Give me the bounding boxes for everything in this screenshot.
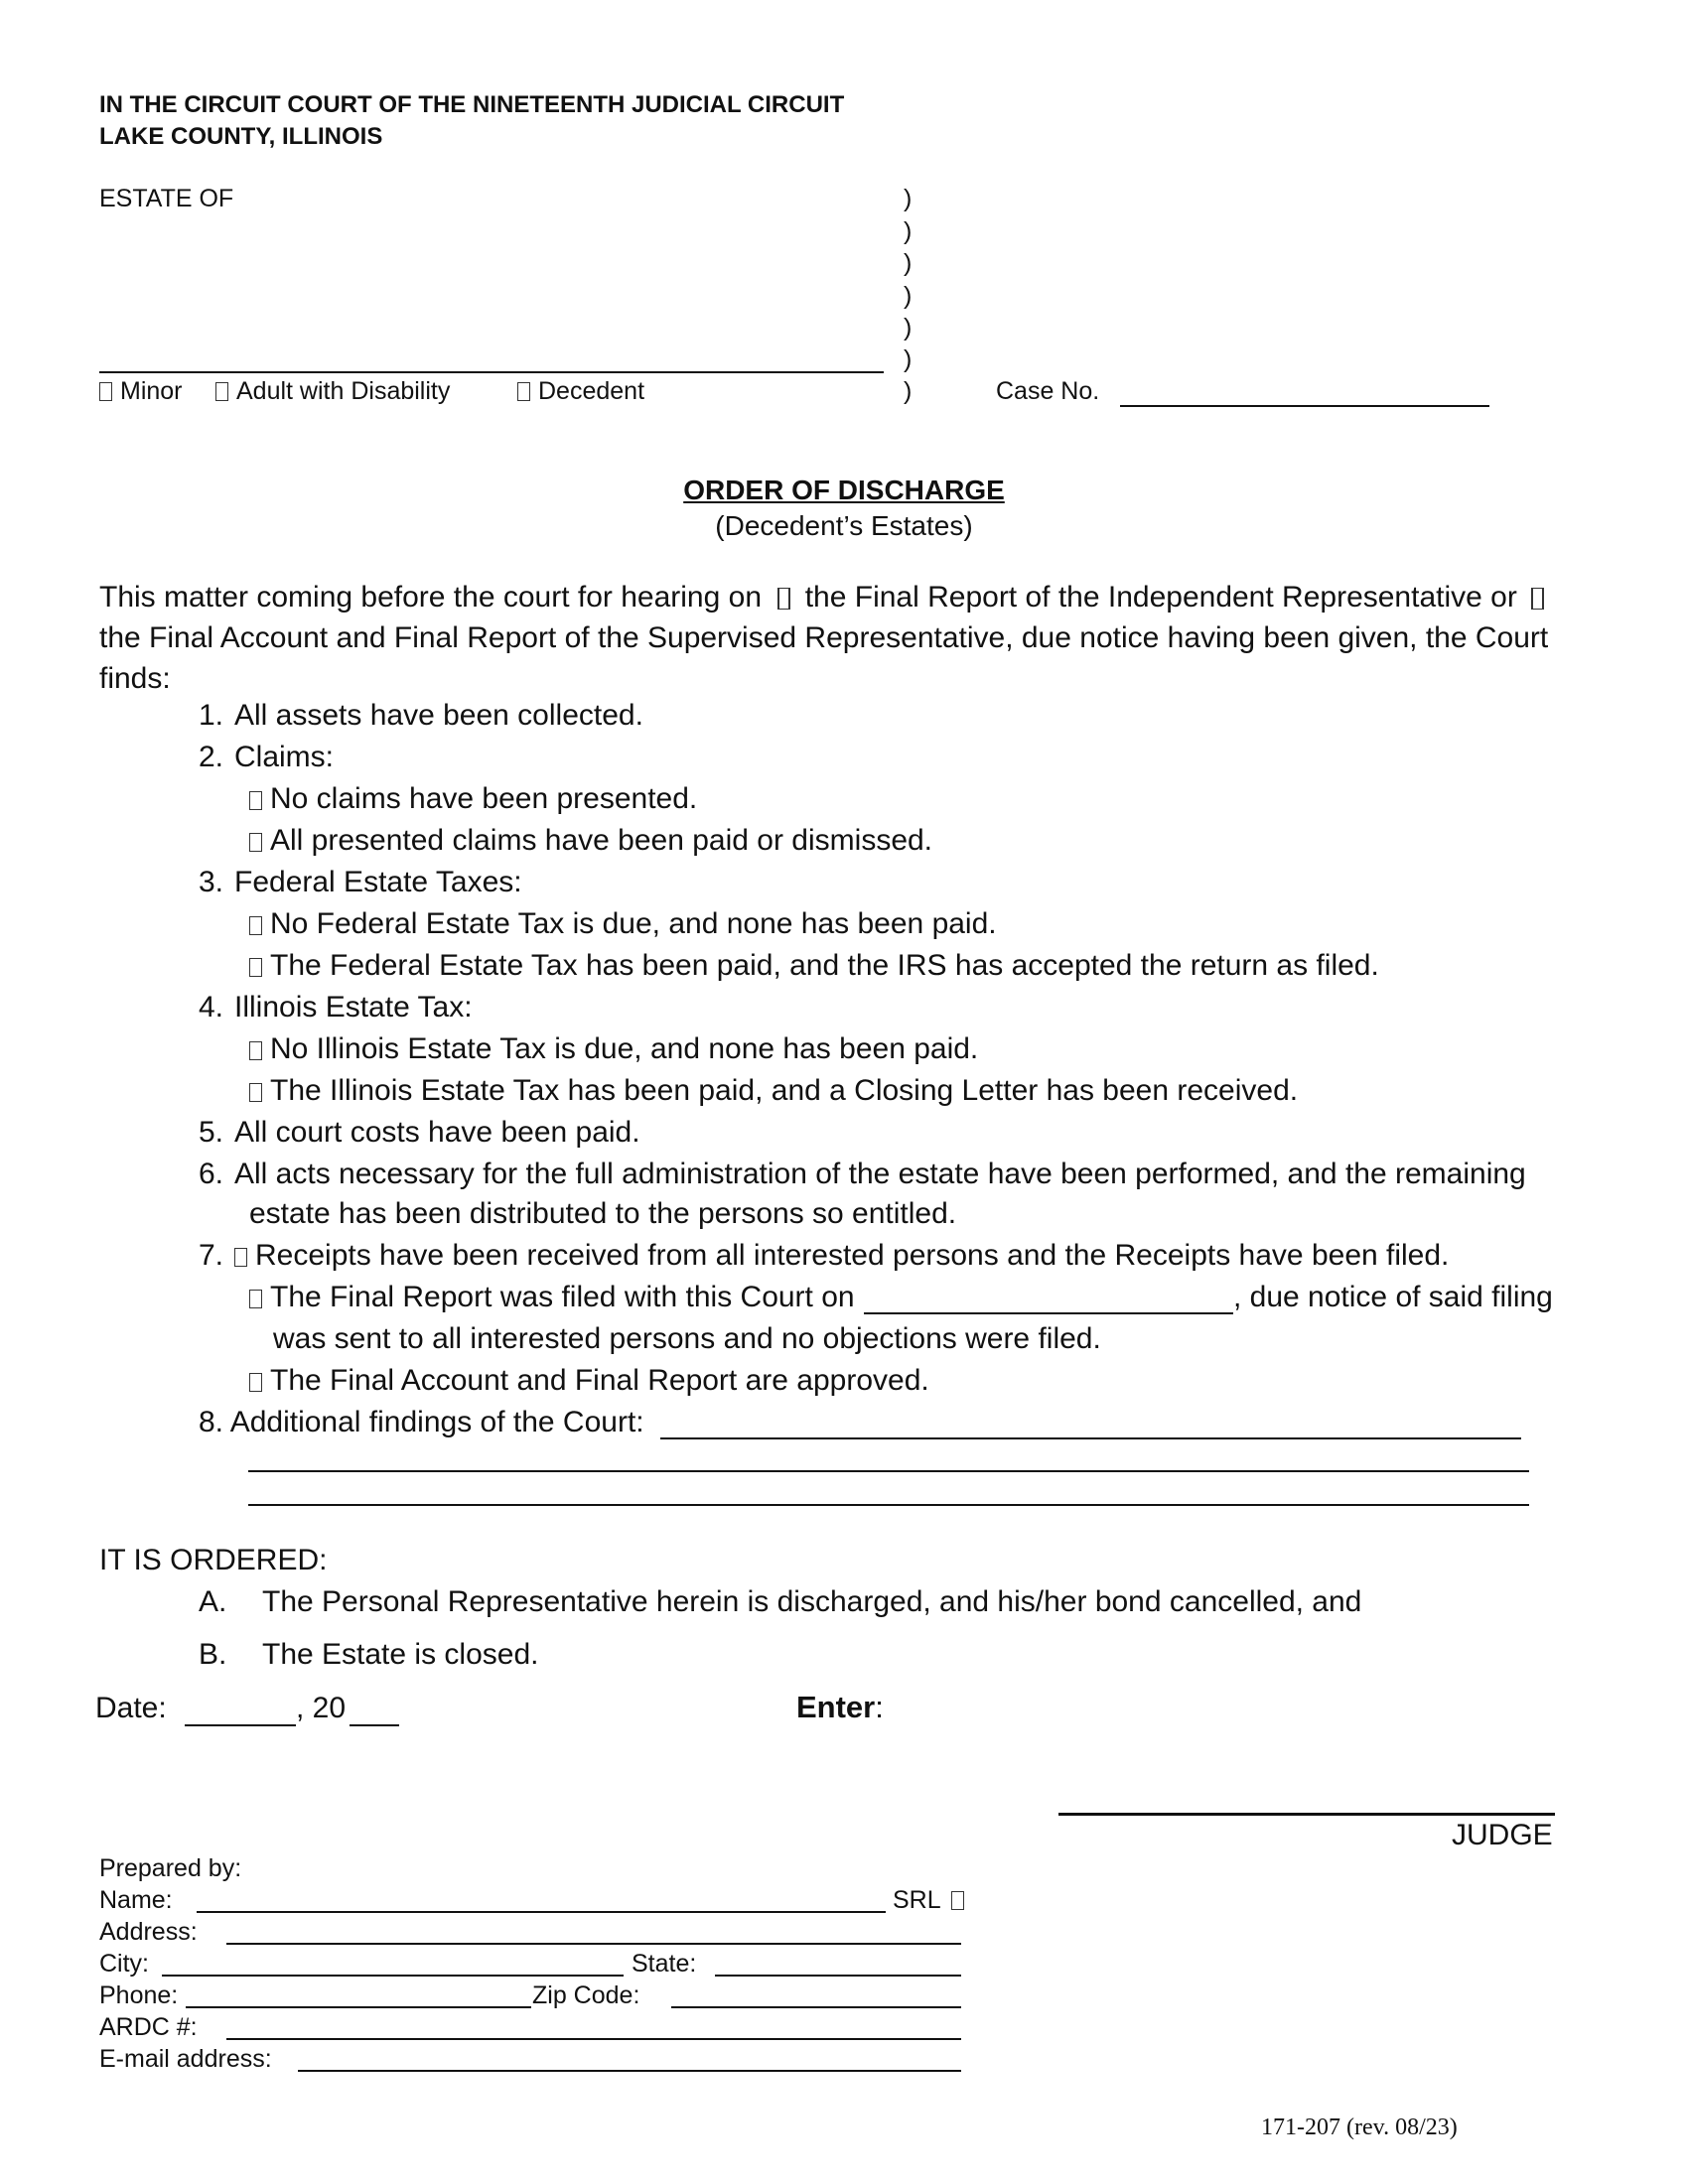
phone-label: Phone: bbox=[99, 1981, 179, 2009]
checkbox-icon[interactable] bbox=[99, 382, 112, 401]
order-b-letter: B. bbox=[199, 1638, 227, 1671]
checkbox-icon[interactable] bbox=[517, 382, 530, 401]
checkbox-icon[interactable] bbox=[249, 833, 262, 852]
order-b-text: The Estate is closed. bbox=[262, 1638, 539, 1671]
caption-paren: ) bbox=[904, 282, 913, 310]
enter-label: Enter: bbox=[796, 1690, 884, 1724]
checkbox-icon[interactable] bbox=[215, 382, 228, 401]
srl-label[interactable]: SRL bbox=[893, 1886, 964, 1915]
document-title: ORDER OF DISCHARGE bbox=[683, 475, 1005, 505]
state-field[interactable] bbox=[715, 1975, 961, 1977]
estate-name-line[interactable] bbox=[99, 371, 884, 373]
caption-paren: ) bbox=[904, 377, 913, 405]
additional-findings-line[interactable] bbox=[660, 1437, 1521, 1439]
city-label: City: bbox=[99, 1950, 149, 1978]
zip-label: Zip Code: bbox=[532, 1981, 640, 2009]
intro-paragraph: This matter coming before the court for hearing on the Final Report of the Independent Representative or the Final Account and Final Report of the Supervised Representative, due notice having been given, the Court finds: bbox=[99, 581, 1549, 695]
supervised-report-checkbox[interactable] bbox=[1531, 588, 1544, 610]
address-field[interactable] bbox=[226, 1943, 961, 1945]
finding-4: 4. Illinois Estate Tax: bbox=[199, 991, 473, 1024]
checkbox-icon[interactable] bbox=[249, 1083, 262, 1102]
finding-7b[interactable]: The Final Report was filed with this Court on bbox=[249, 1281, 855, 1314]
name-label: Name: bbox=[99, 1886, 173, 1914]
date-label: Date: bbox=[95, 1692, 167, 1724]
option-adult-with-disability[interactable]: Adult with Disability bbox=[215, 377, 450, 406]
checkbox-icon[interactable] bbox=[249, 791, 262, 810]
srl-checkbox-icon[interactable] bbox=[951, 1891, 964, 1910]
judge-label: JUDGE bbox=[1452, 1819, 1553, 1851]
option-decedent[interactable]: Decedent bbox=[517, 377, 644, 406]
caption-paren: ) bbox=[904, 217, 913, 245]
address-label: Address: bbox=[99, 1918, 198, 1946]
zip-field[interactable] bbox=[671, 2006, 961, 2008]
email-label: E-mail address: bbox=[99, 2045, 272, 2073]
additional-findings-line[interactable] bbox=[248, 1470, 1529, 1472]
estate-of-label: ESTATE OF bbox=[99, 185, 234, 212]
finding-3b[interactable]: The Federal Estate Tax has been paid, and the IRS has accepted the return as filed. bbox=[249, 949, 1379, 983]
caption-paren: ) bbox=[904, 249, 913, 277]
name-field[interactable] bbox=[197, 1911, 886, 1913]
order-a-text: The Personal Representative herein is discharged, and his/her bond cancelled, and bbox=[262, 1585, 1362, 1618]
final-report-date-line[interactable] bbox=[864, 1312, 1233, 1314]
prepared-by-heading: Prepared by: bbox=[99, 1854, 242, 1882]
case-no-label: Case No. bbox=[996, 377, 1100, 405]
court-county: LAKE COUNTY, ILLINOIS bbox=[99, 123, 383, 150]
finding-2: 2. Claims: bbox=[199, 741, 335, 773]
finding-6: 6. All acts necessary for the full administration of the estate have been performed, and the remaining bbox=[199, 1158, 1526, 1190]
checkbox-icon[interactable] bbox=[249, 1373, 262, 1392]
caption-paren: ) bbox=[904, 185, 913, 212]
city-field[interactable] bbox=[162, 1975, 624, 1977]
checkbox-icon[interactable] bbox=[234, 1248, 247, 1267]
judge-signature-line[interactable] bbox=[1058, 1813, 1555, 1816]
date-year-prefix: , 20 bbox=[296, 1692, 347, 1724]
phone-field[interactable] bbox=[186, 2006, 531, 2008]
date-year-line[interactable] bbox=[350, 1724, 399, 1726]
form-id: 171-207 (rev. 08/23) bbox=[1261, 2115, 1458, 2140]
finding-7b-suffix: , due notice of said filing bbox=[1233, 1281, 1553, 1313]
additional-findings-line[interactable] bbox=[248, 1504, 1529, 1506]
finding-2a[interactable]: No claims have been presented. bbox=[249, 782, 697, 816]
finding-4a[interactable]: No Illinois Estate Tax is due, and none has been paid. bbox=[249, 1032, 978, 1066]
finding-3a[interactable]: No Federal Estate Tax is due, and none has been paid. bbox=[249, 907, 997, 941]
caption-paren: ) bbox=[904, 345, 913, 373]
finding-7c[interactable]: The Final Account and Final Report are approved. bbox=[249, 1364, 929, 1398]
date-day-line[interactable] bbox=[185, 1724, 296, 1726]
checkbox-icon[interactable] bbox=[249, 1290, 262, 1308]
caption-paren: ) bbox=[904, 314, 913, 341]
finding-1: 1. All assets have been collected. bbox=[199, 699, 643, 732]
ardc-label: ARDC #: bbox=[99, 2013, 198, 2041]
finding-7a[interactable]: 7. Receipts have been received from all interested persons and the Receipts have been filed. bbox=[199, 1239, 1450, 1272]
order-heading: IT IS ORDERED: bbox=[99, 1544, 328, 1576]
finding-7b-cont: was sent to all interested persons and no objections were filed. bbox=[273, 1322, 1101, 1355]
checkbox-icon[interactable] bbox=[249, 916, 262, 935]
finding-8: 8. Additional findings of the Court: bbox=[199, 1406, 644, 1438]
independent-report-checkbox[interactable] bbox=[777, 588, 790, 610]
ardc-field[interactable] bbox=[226, 2038, 961, 2040]
court-name: IN THE CIRCUIT COURT OF THE NINETEENTH JUDICIAL CIRCUIT bbox=[99, 91, 845, 118]
checkbox-icon[interactable] bbox=[249, 958, 262, 977]
document-subtitle: (Decedent’s Estates) bbox=[715, 510, 973, 541]
checkbox-icon[interactable] bbox=[249, 1041, 262, 1060]
finding-3: 3. Federal Estate Taxes: bbox=[199, 866, 522, 898]
case-no-line[interactable] bbox=[1120, 405, 1489, 407]
court-header bbox=[99, 89, 844, 153]
finding-6-cont: estate has been distributed to the persons so entitled. bbox=[249, 1197, 957, 1230]
option-minor[interactable]: Minor bbox=[99, 377, 183, 406]
finding-5: 5. All court costs have been paid. bbox=[199, 1116, 640, 1149]
finding-4b[interactable]: The Illinois Estate Tax has been paid, and a Closing Letter has been received. bbox=[249, 1074, 1298, 1108]
state-label: State: bbox=[632, 1950, 697, 1978]
order-a-letter: A. bbox=[199, 1585, 227, 1618]
finding-2b[interactable]: All presented claims have been paid or dismissed. bbox=[249, 824, 932, 858]
email-field[interactable] bbox=[298, 2070, 961, 2072]
